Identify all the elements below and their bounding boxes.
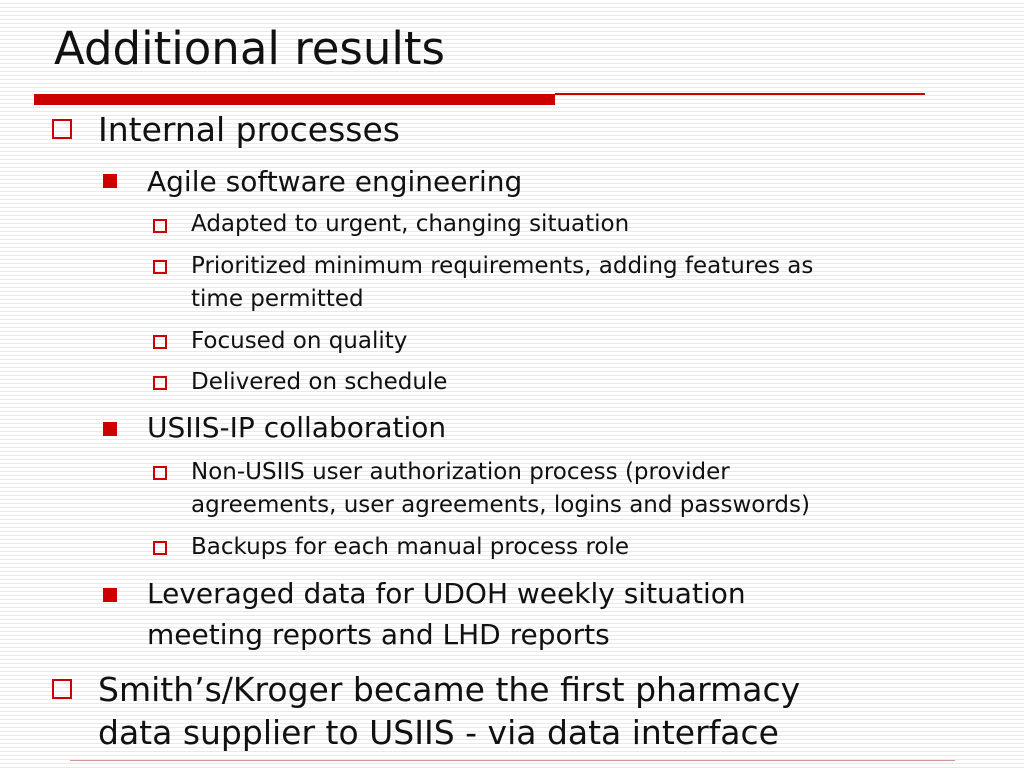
hollow-square-bullet-icon	[52, 119, 72, 139]
bullet-prioritized-line2: time permitted	[191, 286, 364, 312]
hollow-square-bullet-icon	[153, 466, 167, 480]
bullet-prioritized-line1: Prioritized minimum requirements, adding features as	[191, 253, 814, 279]
solid-square-bullet-icon	[103, 422, 117, 436]
bullet-focused-on-quality: Focused on quality	[191, 328, 408, 354]
hollow-square-bullet-icon	[52, 679, 72, 699]
solid-square-bullet-icon	[103, 174, 117, 188]
slide-title: Additional results	[54, 22, 445, 75]
hollow-square-bullet-icon	[153, 335, 167, 349]
title-underline-bar	[34, 94, 555, 105]
bullet-delivered-on-schedule: Delivered on schedule	[191, 369, 448, 395]
title-underline-rule	[555, 93, 925, 95]
solid-square-bullet-icon	[103, 588, 117, 602]
hollow-square-bullet-icon	[153, 541, 167, 555]
footer-rule	[70, 760, 955, 761]
hollow-square-bullet-icon	[153, 219, 167, 233]
bullet-internal-processes: Internal processes	[98, 110, 400, 149]
bullet-smiths-kroger-line1: Smith’s/Kroger became the first pharmacy	[98, 670, 801, 709]
bullet-smiths-kroger-line2: data supplier to USIIS - via data interface	[98, 713, 779, 752]
bullet-agile-software-engineering: Agile software engineering	[147, 165, 523, 198]
bullet-non-usiis-line2: agreements, user agreements, logins and passwords)	[191, 492, 810, 518]
hollow-square-bullet-icon	[153, 260, 167, 274]
bullet-leveraged-data-line1: Leveraged data for UDOH weekly situation	[147, 577, 746, 610]
bullet-leveraged-data-line2: meeting reports and LHD reports	[147, 618, 610, 651]
bullet-backups: Backups for each manual process role	[191, 534, 630, 560]
bullet-usiis-ip-collaboration: USIIS-IP collaboration	[147, 411, 447, 444]
hollow-square-bullet-icon	[153, 376, 167, 390]
bullet-non-usiis-line1: Non-USIIS user authorization process (provider	[191, 459, 730, 485]
bullet-adapted-to-urgent: Adapted to urgent, changing situation	[191, 211, 630, 237]
